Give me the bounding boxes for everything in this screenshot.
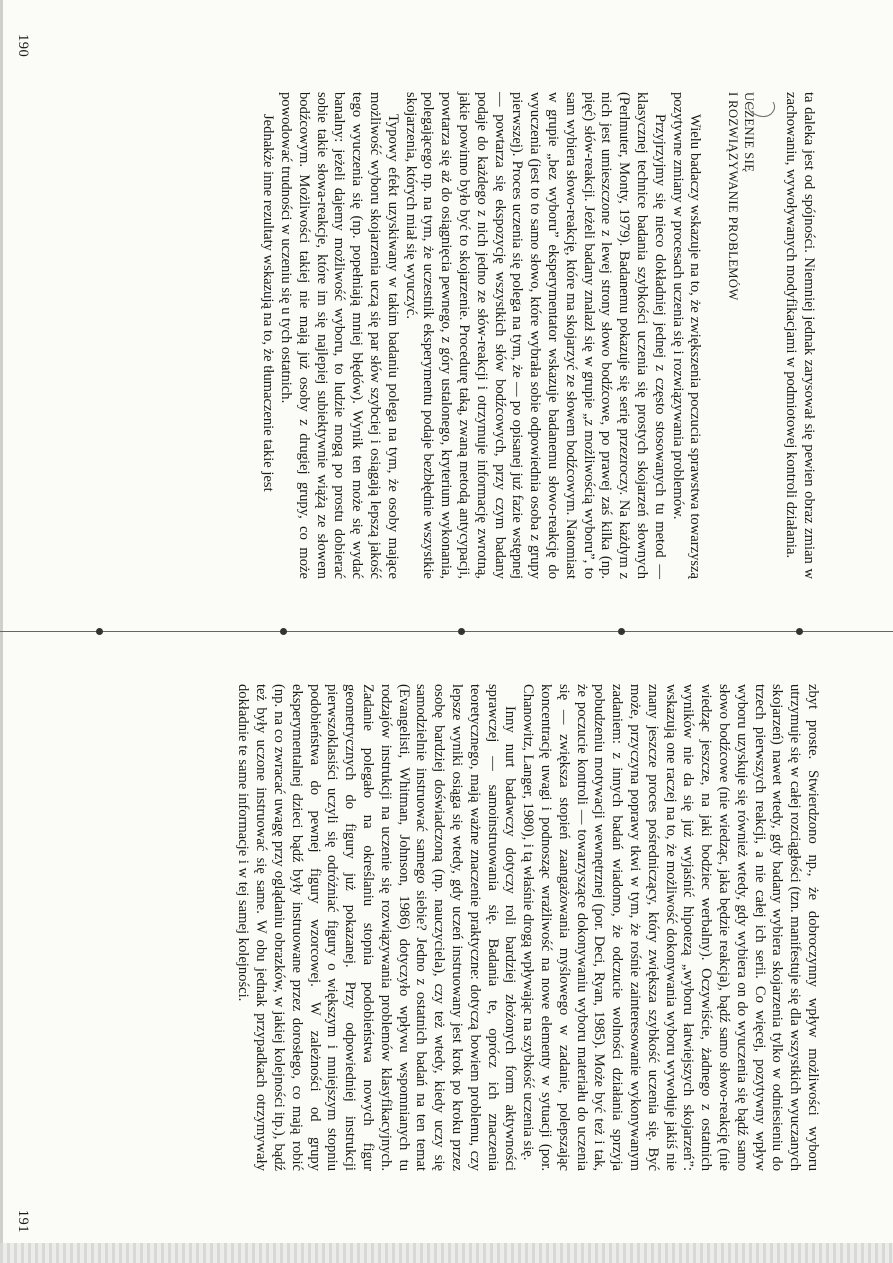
heading-line-2: I ROZWIĄZYWANIE PROBLEMÓW: [726, 92, 741, 301]
scan-bottom-edge: [0, 1243, 893, 1263]
section-heading: [725, 92, 757, 579]
intro-paragraph: ta daleka jest od spójności. Niemniej jednak zarysował się pewien obraz zmian w zachowaniu, wywoływanych modyfikacjami w podmiotowej kontroli działania.: [783, 92, 817, 579]
pencil-bracket-mark: [743, 98, 779, 126]
left-page: [0, 0, 893, 631]
left-page-text: [0, 0, 893, 631]
right-page-text: [0, 632, 893, 1263]
paragraph: Jednakże inne rezultaty wskazują na to, że tłumaczenie takie jest: [260, 114, 277, 492]
paragraph: Przyjrzyjmy się nieco dokładniej jednej z często stosowanych tu metod — klasycznej technice badania szybkości uczenia się prostych skojarzeń słownych (Perlmuter, Monty, 1979). Badanemu pokazuje się serię przezroczy. Na każdym z nich jest umieszczone z lewej strony słowo bodźcowe, po prawej zaś kilka (np. pięć) słów-reakcji. Jeżeli badany znalazł się w grupie „z możliwością wyboru”, to sam wybiera słowo-reakcję, które ma skojarzyć ze słowem bodźcowym. Natomiast w grupie „bez wyboru” eksperymentator wskazuje badanemu słowo-reakcję do wyuczenia (jest to to samo słowo, które wybrała sobie odpowiednia osoba z grupy pierwszej). Proces uczenia się polega na tym, że — po opisanej już fazie wstępnej — powtarza się ekspozycję wszystkich słów bodźcowych, przy czym badany podaje do każdego z nich jedno ze słów-reakcji i otrzymuje informację zwrotną, jakie powinno było być to skojarzenie. Procedurę taką, zwaną metodą antycypacji, powtarza się aż do osiągnięcia pewnego, z góry ustalonego, kryterium wykonania, polegającego np. na tym, że uczestnik eksperymentu podaje bezbłędnie wszystkie skojarzenia, których miał się wyuczyć.: [402, 92, 668, 579]
paragraph: Inny nurt badawczy dotyczy roli bardziej złożonych form aktywności sprawczej — samoinstruowania się. Badania te, oprócz ich znaczenia teoretycznego, mają ważne znaczenie praktyczne: dotyczą bowiem problemu, czy lepsze wyniki osiąga się wtedy, gdy uczeń instruowany jest krok po kroku przez osobę bardziej doświadczoną (np. nauczyciela), czy też wtedy, kiedy uczy się samodzielnie instruować samego siebie? Jedno z ostatnich badań na ten temat (Evangelisti, Whitman, Johnson, 1986) dotyczyło wpływu wspomnianych tu rodzajów instrukcji na uczenie się rozwiązywania problemów klasyfikacyjnych. Zadanie polegało na określaniu stopnia podobieństwa nowych figur geometrycznych do figury już pokazanej. Przy odpowiedniej instrukcji pierwszoklasiści uczyli się odróżniać figury o większym i mniejszym stopniu podobieństwa do pewnej figury wzorcowej. W zależności od grupy eksperymentalnej dzieci bądź były instruowane przez dorosłego, co mają robić (np. na co zwracać uwagę przy oglądaniu obrazków, w jakiej kolejności itp.), bądź też były uczone instruować się same. W obu jednak przypadkach otrzymywały dokładnie te same informacje i w tej samej kolejności.: [235, 684, 519, 1171]
page-number: 191: [15, 1209, 31, 1233]
paragraph: Typowy efekt uzyskiwany w takim badaniu polega na tym, że osoby mające możliwość wyboru skojarzenia uczą się par słów szybciej i osiągają lepszą jakość tego wyuczenia się (np. popełniają mniej błędów). Wynik ten może się wydać banalny: jeżeli dajemy możliwość wyboru, to ludzie mogą po prostu dobierać sobie takie słowa-reakcje, które im się najlepiej subiektywnie wiążą ze słowem bodźcowym. Możliwości takiej nie mają już osoby z drugiej grupy, co może powodować trudności w uczeniu się u tych ostatnich.: [278, 92, 401, 579]
page-number: 190: [15, 34, 31, 58]
right-page: [0, 632, 893, 1263]
paragraph: Wielu badaczy wskazuje na to, że zwiększenia poczucia sprawstwa towarzyszą pozytywne zmiany w procesach uczenia się i rozwiązywania problemów.: [669, 92, 704, 579]
heading-line-1: UCZENIE SIĘ: [742, 92, 757, 173]
paragraph: zbyt proste. Stwierdzono np., że dobroczynny wpływ możliwości wyboru utrzymuje się w całej rozciągłości (tzn. manifestuje się dla wszystkich wyuczanych skojarzeń) nawet wtedy, gdy badany wybiera skojarzenia tylko w odniesieniu do trzech pierwszych reakcji, a nie całej ich serii. Co więcej, pozytywny wpływ wyboru uzyskuje się również wtedy, gdy wybiera on do wyuczenia się bądź samo słowo bodźcowe (nie wiedząc, jaka będzie reakcja), bądź samo słowo-reakcję (nie wiedząc jeszcze, na jaki bodziec werbalny). Oczywiście, żadnego z ostatnich wyników nie da się już wyjaśnić hipotezą „wyboru łatwiejszych skojarzeń”: wskazują one raczej na to, że możliwość dokonywania wyboru wywołuje jakiś nie znany jeszcze proces pośredniczący, który zwiększa szybkość uczenia się. Być może, przyczyna poprawy tkwi w tym, że rośnie zainteresowanie wykonywanym zadaniem: z innych badań wiadomo, że odczucie wolności działania sprzyja pobudzeniu motywacji wewnętrznej (por. Deci, Ryan, 1985). Może być też i tak, że poczucie kontroli — towarzyszące dokonywaniu wyboru materiału do uczenia się — zwiększa stopień zaangażowania myślowego w zadanie, polepszając koncentrację uwagi i podnosząc wrażliwość na nowe elementy w sytuacji (por. Chanowitz, Langer, 1980), i tą właśnie drogą wpływając na szybkość uczenia się.: [520, 684, 821, 1171]
